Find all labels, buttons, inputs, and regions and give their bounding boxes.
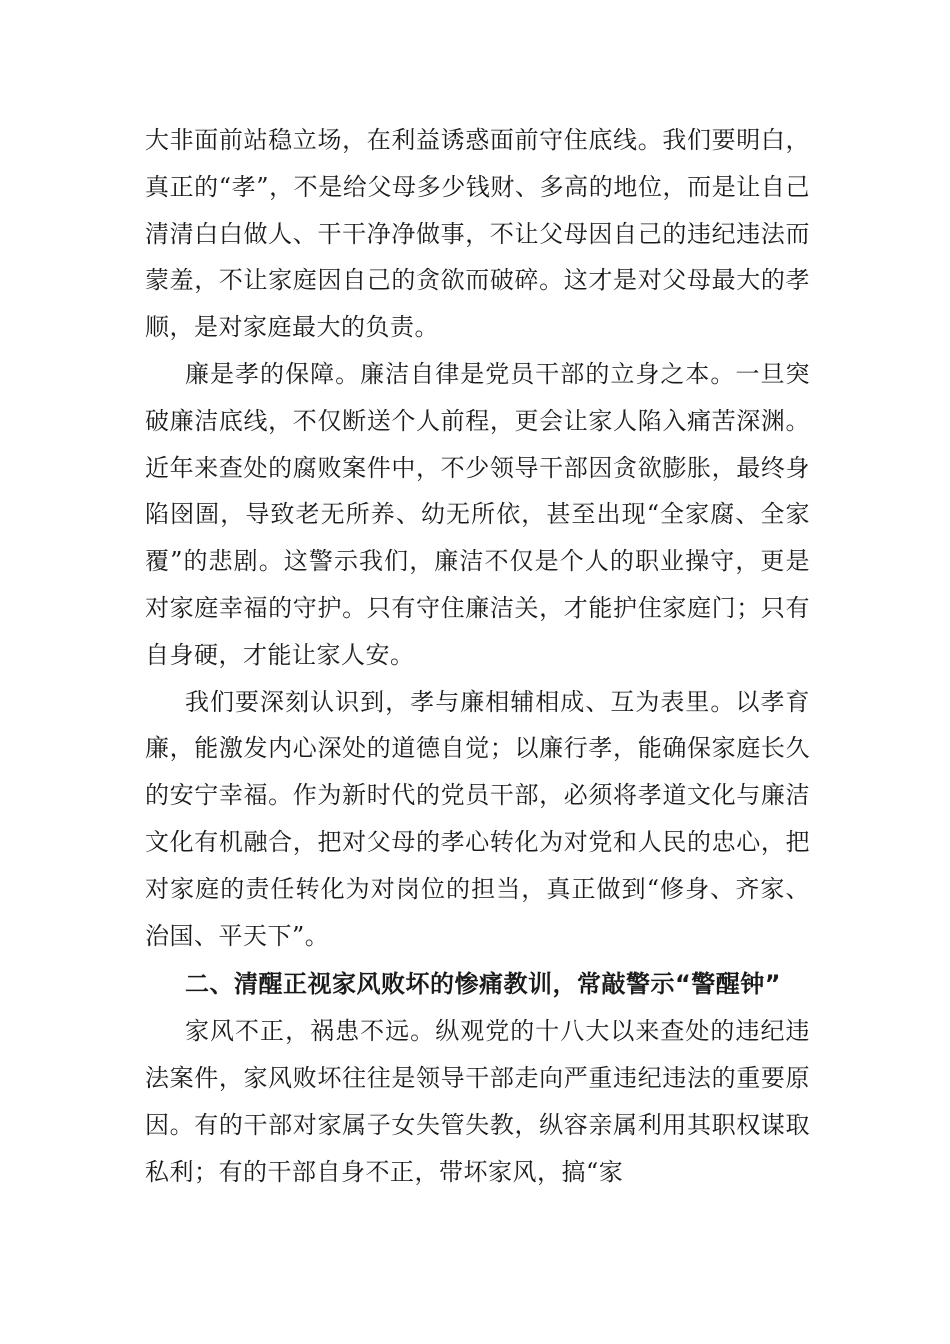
- section-heading: 二、清醒正视家风败坏的惨痛教训，常敲警示“警醒钟”: [185, 970, 782, 999]
- document-body: [145, 117, 810, 1195]
- paragraph-continuation: 大非面前站稳立场，在利益诱惑面前守住底线。我们要明白，真正的“孝”，不是给父母多少钱财、多高的地位，而是让自己清清白白做人、干干净净做事，不让父母因自己的违纪违法而蒙羞，不让家庭因自己的贪欲而破碎。这才是对父母最大的孝顺，是对家庭最大的负责。: [145, 126, 810, 342]
- paragraph-family-style: 家风不正，祸患不远。纵观党的十八大以来查处的违纪违法案件，家风败坏往往是领导干部走向严重违纪违法的重要原因。有的干部对家属子女失管失教，纵容亲属利用其职权谋取私利；有的干部自身不正，带坏家风，搞“家: [145, 1017, 810, 1186]
- paragraph-lian-protection: 廉是孝的保障。廉洁自律是党员干部的立身之本。一旦突破廉洁底线，不仅断送个人前程，更会让家人陷入痛苦深渊。近年来查处的腐败案件中，不少领导干部因贪欲膨胀，最终身陷囹圄，导致老无所养、幼无所依，甚至出现“全家腐、全家覆”的悲剧。这警示我们，廉洁不仅是个人的职业操守，更是对家庭幸福的守护。只有守住廉洁关，才能护住家庭门；只有自身硬，才能让家人安。: [145, 359, 810, 669]
- paragraph-xiao-lian-relation: 我们要深刻认识到，孝与廉相辅相成、互为表里。以孝育廉，能激发内心深处的道德自觉；以廉行孝，能确保家庭长久的安宁幸福。作为新时代的党员干部，必须将孝道文化与廉洁文化有机融合，把对父母的孝心转化为对党和人民的忠心，把对家庭的责任转化为对岗位的担当，真正做到“修身、齐家、治国、平天下”。: [145, 687, 810, 950]
